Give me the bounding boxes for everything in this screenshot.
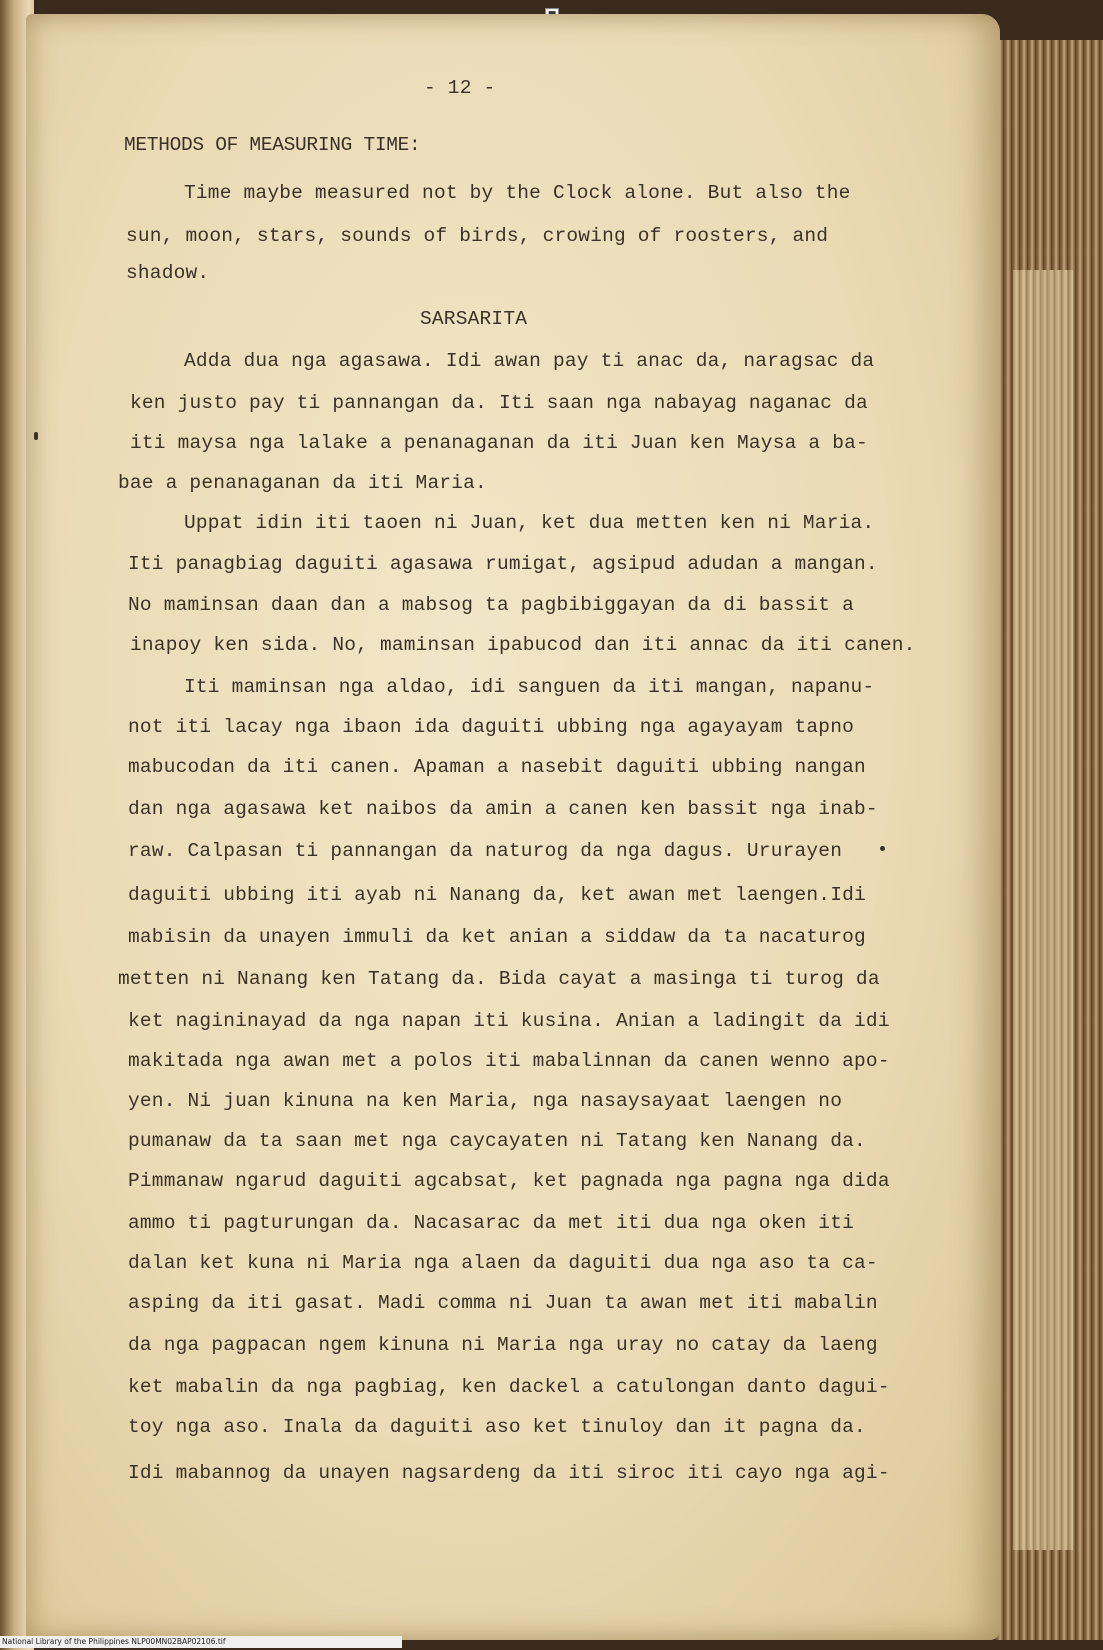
text-line: No maminsan daan dan a mabsog ta pagbibiggayan da di bassit a [128, 594, 855, 616]
section-title: SARSARITA [420, 308, 528, 330]
text-line: not iti lacay nga ibaon ida daguiti ubbing nga agayayam tapno [128, 716, 855, 738]
page-edges-inner [1013, 270, 1073, 1550]
text-line: toy nga aso. Inala da daguiti aso ket tinuloy dan it pagna da. [128, 1416, 866, 1438]
text-line: ket mabalin da nga pagbiag, ken dackel a catulongan danto dagui- [128, 1376, 890, 1398]
text-line: ket nagininayad da nga napan iti kusina. Anian a ladingit da idi [128, 1010, 890, 1032]
text-line: sun, moon, stars, sounds of birds, crowing of roosters, and [126, 225, 829, 247]
text-line: mabisin da unayen immuli da ket anian a siddaw da ta nacaturog [128, 926, 866, 948]
text-line: inapoy ken sida. No, maminsan ipabucod dan iti annac da iti canen. [130, 634, 916, 656]
text-line: pumanaw da ta saan met nga caycayaten ni Tatang ken Nanang da. [128, 1130, 866, 1152]
text-line: Iti panagbiag daguiti agasawa rumigat, agsipud adudan a mangan. [128, 553, 878, 575]
text-line: Time maybe measured not by the Clock alone. But also the [184, 182, 851, 204]
text-line: ammo ti pagturungan da. Nacasarac da met iti dua nga oken iti [128, 1212, 855, 1234]
text-line: Adda dua nga agasawa. Idi awan pay ti anac da, naragsac da [184, 350, 875, 372]
text-line: iti maysa nga lalake a penanaganan da iti Juan ken Maysa a ba- [130, 432, 868, 454]
text-line: daguiti ubbing iti ayab ni Nanang da, ket awan met laengen.Idi [128, 884, 866, 906]
heading: METHODS OF MEASURING TIME: [124, 134, 421, 156]
text-line: makitada nga awan met a polos iti mabalinnan da canen wenno apo- [128, 1050, 890, 1072]
text-line: asping da iti gasat. Madi comma ni Juan ta awan met iti mabalin [128, 1292, 878, 1314]
page-number: - 12 - [424, 77, 496, 99]
page-edges [995, 40, 1103, 1640]
text-line: metten ni Nanang ken Tatang da. Bida cayat a masinga ti turog da [118, 968, 880, 990]
text-line: Iti maminsan nga aldao, idi sanguen da iti mangan, napanu- [184, 676, 875, 698]
text-line: Idi mabannog da unayen nagsardeng da iti siroc iti cayo nga agi- [128, 1462, 890, 1484]
ink-spot [34, 432, 38, 440]
text-line: bae a penanaganan da iti Maria. [118, 472, 487, 494]
text-line: ken justo pay ti pannangan da. Iti saan nga nabayag naganac da [130, 392, 868, 414]
text-line: mabucodan da iti canen. Apaman a nasebit daguiti ubbing nangan [128, 756, 866, 778]
text-line: shadow. [126, 262, 210, 284]
text-line: Uppat idin iti taoen ni Juan, ket dua metten ken ni Maria. [184, 512, 875, 534]
text-line: dalan ket kuna ni Maria nga alaen da daguiti dua nga aso ta ca- [128, 1252, 878, 1274]
text-line: da nga pagpacan ngem kinuna ni Maria nga uray no catay da laeng [128, 1334, 878, 1356]
ink-spot [880, 846, 885, 851]
text-line: raw. Calpasan ti pannangan da naturog da nga dagus. Ururayen [128, 840, 843, 862]
text-line: dan nga agasawa ket naibos da amin a canen ken bassit nga inab- [128, 798, 878, 820]
scan-footer: National Library of the Philippines NLP00MN02BAP02106.tif [0, 1636, 402, 1648]
text-line: Pimmanaw ngarud daguiti agcabsat, ket pagnada nga pagna nga dida [128, 1170, 890, 1192]
text-line: yen. Ni juan kinuna na ken Maria, nga nasaysayaat laengen no [128, 1090, 843, 1112]
